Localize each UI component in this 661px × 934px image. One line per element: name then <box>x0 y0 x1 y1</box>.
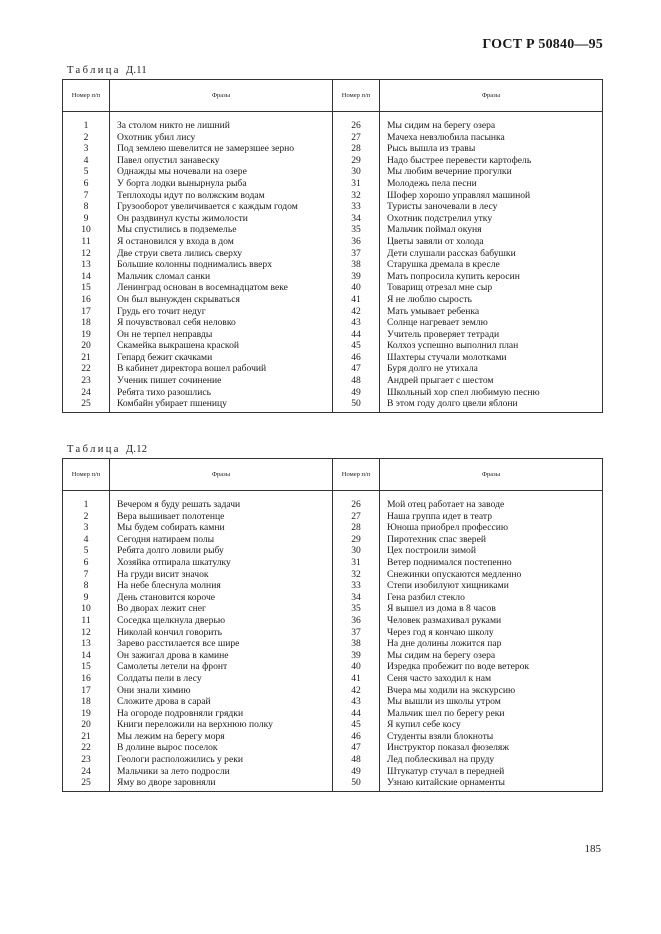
table-row <box>63 522 603 534</box>
phrase-cell: Яму во дворе заровняли <box>110 777 333 791</box>
phrase-cell: Мы любим вечерние прогулки <box>380 166 603 178</box>
phrase-cell: Гена разбил стекло <box>380 592 603 604</box>
row-number-cell: 3 <box>63 522 110 534</box>
row-number-cell: 34 <box>333 213 380 225</box>
table-caption-word: Таблица <box>67 65 121 76</box>
row-number-cell: 44 <box>333 708 380 720</box>
phrase-cell: Ленинград основан в восемнадцатом веке <box>110 282 333 294</box>
row-number-cell: 50 <box>333 398 380 412</box>
row-number-cell: 17 <box>63 685 110 697</box>
phrase-cell: День становится короче <box>110 592 333 604</box>
phrase-cell: Во дворах лежит снег <box>110 603 333 615</box>
row-number-cell: 5 <box>63 545 110 557</box>
phrase-cell: Ребята долго ловили рыбу <box>110 545 333 557</box>
row-number-cell: 31 <box>333 557 380 569</box>
row-number-cell: 6 <box>63 557 110 569</box>
row-number-cell: 15 <box>63 282 110 294</box>
table-row <box>63 545 603 557</box>
phrase-cell: Я вышел из дома в 8 часов <box>380 603 603 615</box>
spacer-cell <box>333 491 380 500</box>
phrase-cell: Сегодня натираем полы <box>110 534 333 546</box>
phrase-cell: Ученик пишет сочинение <box>110 375 333 387</box>
phrase-cell: На небе блеснула молния <box>110 580 333 592</box>
table-row <box>63 557 603 569</box>
phrase-cell: За столом никто не лишний <box>110 120 333 132</box>
phrase-cell: Рысь вышла из травы <box>380 143 603 155</box>
row-number-cell: 43 <box>333 696 380 708</box>
phrase-cell: Зарево расстилается все шире <box>110 638 333 650</box>
row-number-cell: 32 <box>333 190 380 202</box>
phrase-cell: В долине вырос поселок <box>110 742 333 754</box>
table-row <box>63 766 603 778</box>
phrase-cell: Комбайн убирает пшеницу <box>110 398 333 412</box>
table-row <box>63 166 603 178</box>
phrases-table <box>62 79 603 413</box>
row-number-cell: 27 <box>333 132 380 144</box>
table-row <box>63 259 603 271</box>
table-row <box>63 708 603 720</box>
table-caption-number: Д.11 <box>125 65 147 76</box>
phrase-cell: Мачеха невзлюбила пасынка <box>380 132 603 144</box>
phrase-cell: Сеня часто заходил к нам <box>380 673 603 685</box>
phrase-cell: Школьный хор спел любимую песню <box>380 387 603 399</box>
table-row <box>63 317 603 329</box>
column-header-number: Номер п/п <box>63 459 110 491</box>
phrase-cell: Охотник убил лису <box>110 132 333 144</box>
phrase-cell: Вчера мы ходили на экскурсию <box>380 685 603 697</box>
table-row <box>63 375 603 387</box>
phrase-cell: Мы сидим на берегу озера <box>380 120 603 132</box>
row-number-cell: 3 <box>63 143 110 155</box>
phrase-cell: Надо быстрее перевести картофель <box>380 155 603 167</box>
phrase-cell: Колхоз успешно выполнил план <box>380 340 603 352</box>
table-spacer-row <box>63 491 603 500</box>
table-row <box>63 363 603 375</box>
phrase-cell: Цех построили зимой <box>380 545 603 557</box>
phrase-cell: Штукатур стучал в передней <box>380 766 603 778</box>
phrase-cell: Мальчики за лето подросли <box>110 766 333 778</box>
table-row <box>63 777 603 791</box>
phrase-cell: Человек размахивал руками <box>380 615 603 627</box>
phrase-cell: Я не люблю сырость <box>380 294 603 306</box>
phrase-cell: Грудь его точит недуг <box>110 306 333 318</box>
phrase-cell: Учитель проверяет тетради <box>380 329 603 341</box>
phrase-cell: Гепард бежит скачками <box>110 352 333 364</box>
phrase-cell: Соседка щелкнула дверью <box>110 615 333 627</box>
table-row <box>63 592 603 604</box>
phrase-cell: Старушка дремала в кресле <box>380 259 603 271</box>
row-number-cell: 33 <box>333 201 380 213</box>
row-number-cell: 26 <box>333 499 380 511</box>
table-row <box>63 511 603 523</box>
phrases-table <box>62 458 603 792</box>
phrase-cell: Теплоходы идут по волжским водам <box>110 190 333 202</box>
phrase-cell: Мать умывает ребенка <box>380 306 603 318</box>
row-number-cell: 34 <box>333 592 380 604</box>
table-row <box>63 685 603 697</box>
row-number-cell: 41 <box>333 673 380 685</box>
phrase-cell: Большие колонны поднимались вверх <box>110 259 333 271</box>
table-row <box>63 742 603 754</box>
row-number-cell: 26 <box>333 120 380 132</box>
row-number-cell: 49 <box>333 766 380 778</box>
row-number-cell: 23 <box>63 375 110 387</box>
row-number-cell: 9 <box>63 213 110 225</box>
row-number-cell: 46 <box>333 352 380 364</box>
table-row <box>63 569 603 581</box>
column-header-phrases: Фразы <box>110 80 333 112</box>
phrase-cell: Шофер хорошо управлял машиной <box>380 190 603 202</box>
spacer-cell <box>110 112 333 121</box>
row-number-cell: 4 <box>63 534 110 546</box>
column-header-phrases: Фразы <box>380 459 603 491</box>
phrase-cell: Студенты взяли блокноты <box>380 731 603 743</box>
phrase-cell: Туристы заночевали в лесу <box>380 201 603 213</box>
table-row <box>63 387 603 399</box>
row-number-cell: 36 <box>333 615 380 627</box>
phrase-cell: Мы вышли из школы утром <box>380 696 603 708</box>
spacer-cell <box>333 112 380 121</box>
table-row <box>63 294 603 306</box>
row-number-cell: 10 <box>63 603 110 615</box>
phrase-cell: Пиротехник спас зверей <box>380 534 603 546</box>
phrase-cell: Однажды мы ночевали на озере <box>110 166 333 178</box>
column-header-number: Номер п/п <box>333 459 380 491</box>
phrase-cell: Под землею шевелится не замерзшее зерно <box>110 143 333 155</box>
spacer-cell <box>63 491 110 500</box>
phrase-cell: Товарищ отрезал мне сыр <box>380 282 603 294</box>
column-header-number: Номер п/п <box>333 80 380 112</box>
phrase-cell: Две струи света лились сверху <box>110 248 333 260</box>
row-number-cell: 47 <box>333 742 380 754</box>
row-number-cell: 35 <box>333 603 380 615</box>
row-number-cell: 30 <box>333 166 380 178</box>
row-number-cell: 43 <box>333 317 380 329</box>
table-caption <box>67 65 147 76</box>
row-number-cell: 42 <box>333 685 380 697</box>
row-number-cell: 42 <box>333 306 380 318</box>
phrase-cell: Я остановился у входа в дом <box>110 236 333 248</box>
phrase-cell: Лед поблескивал на пруду <box>380 754 603 766</box>
phrase-cell: Он не терпел неправды <box>110 329 333 341</box>
row-number-cell: 24 <box>63 766 110 778</box>
row-number-cell: 17 <box>63 306 110 318</box>
row-number-cell: 37 <box>333 627 380 639</box>
phrase-cell: В этом году долго цвели яблони <box>380 398 603 412</box>
row-number-cell: 16 <box>63 294 110 306</box>
row-number-cell: 38 <box>333 638 380 650</box>
phrase-cell: В кабинет директора вошел рабочий <box>110 363 333 375</box>
row-number-cell: 48 <box>333 375 380 387</box>
phrase-cell: Инструктор показал фюзеляж <box>380 742 603 754</box>
row-number-cell: 7 <box>63 190 110 202</box>
row-number-cell: 1 <box>63 120 110 132</box>
row-number-cell: 38 <box>333 259 380 271</box>
phrase-cell: Снежинки опускаются медленно <box>380 569 603 581</box>
phrase-cell: Молодежь пела песни <box>380 178 603 190</box>
row-number-cell: 20 <box>63 719 110 731</box>
phrase-cell: На огороде подровняли грядки <box>110 708 333 720</box>
spacer-cell <box>110 491 333 500</box>
phrase-cell: Геологи расположились у реки <box>110 754 333 766</box>
phrase-cell: Скамейка выкрашена краской <box>110 340 333 352</box>
row-number-cell: 12 <box>63 627 110 639</box>
row-number-cell: 32 <box>333 569 380 581</box>
table-row <box>63 499 603 511</box>
table-row <box>63 627 603 639</box>
table-row <box>63 329 603 341</box>
phrase-cell: Юноша приобрел профессию <box>380 522 603 534</box>
spacer-cell <box>380 112 603 121</box>
row-number-cell: 11 <box>63 615 110 627</box>
row-number-cell: 48 <box>333 754 380 766</box>
phrase-cell: Он был вынужден скрываться <box>110 294 333 306</box>
row-number-cell: 22 <box>63 363 110 375</box>
row-number-cell: 21 <box>63 731 110 743</box>
row-number-cell: 29 <box>333 534 380 546</box>
table-row <box>63 673 603 685</box>
row-number-cell: 24 <box>63 387 110 399</box>
phrase-cell: Шахтеры стучали молотками <box>380 352 603 364</box>
phrase-cell: Мы будем собирать камни <box>110 522 333 534</box>
row-number-cell: 8 <box>63 580 110 592</box>
table-row <box>63 650 603 662</box>
phrase-cell: Мы спустились в подземелье <box>110 224 333 236</box>
row-number-cell: 22 <box>63 742 110 754</box>
row-number-cell: 19 <box>63 329 110 341</box>
row-number-cell: 25 <box>63 398 110 412</box>
phrase-cell: Мальчик сломал санки <box>110 271 333 283</box>
row-number-cell: 33 <box>333 580 380 592</box>
row-number-cell: 2 <box>63 511 110 523</box>
row-number-cell: 16 <box>63 673 110 685</box>
column-header-number: Номер п/п <box>63 80 110 112</box>
table-row <box>63 731 603 743</box>
phrase-cell: Он зажигал дрова в камине <box>110 650 333 662</box>
phrase-cell: Мальчик поймал окуня <box>380 224 603 236</box>
phrase-cell: Цветы завяли от холода <box>380 236 603 248</box>
row-number-cell: 49 <box>333 387 380 399</box>
phrase-cell: Ветер поднимался постепенно <box>380 557 603 569</box>
table-row <box>63 661 603 673</box>
row-number-cell: 27 <box>333 511 380 523</box>
phrase-cell: Буря долго не утихала <box>380 363 603 375</box>
table-row <box>63 580 603 592</box>
table-header-row <box>63 80 603 112</box>
phrase-cell: Николай кончил говорить <box>110 627 333 639</box>
row-number-cell: 18 <box>63 317 110 329</box>
phrase-cell: Вера вышивает полотенце <box>110 511 333 523</box>
table-caption-number: Д.12 <box>125 444 148 455</box>
phrase-cell: Узнаю китайские орнаменты <box>380 777 603 791</box>
row-number-cell: 44 <box>333 329 380 341</box>
table-row <box>63 638 603 650</box>
table-row <box>63 120 603 132</box>
row-number-cell: 46 <box>333 731 380 743</box>
row-number-cell: 40 <box>333 661 380 673</box>
table-row <box>63 155 603 167</box>
row-number-cell: 7 <box>63 569 110 581</box>
row-number-cell: 28 <box>333 143 380 155</box>
table-row <box>63 352 603 364</box>
row-number-cell: 25 <box>63 777 110 791</box>
table-row <box>63 178 603 190</box>
table-row <box>63 201 603 213</box>
row-number-cell: 11 <box>63 236 110 248</box>
row-number-cell: 10 <box>63 224 110 236</box>
table-row <box>63 271 603 283</box>
phrase-cell: Мать попросила купить керосин <box>380 271 603 283</box>
table-row <box>63 615 603 627</box>
row-number-cell: 2 <box>63 132 110 144</box>
phrase-cell: Андрей прыгает с шестом <box>380 375 603 387</box>
table-row <box>63 132 603 144</box>
phrase-cell: Он раздвинул кусты жимолости <box>110 213 333 225</box>
row-number-cell: 15 <box>63 661 110 673</box>
phrase-cell: Книги переложили на верхнюю полку <box>110 719 333 731</box>
phrase-cell: На дне долины ложится пар <box>380 638 603 650</box>
phrase-cell: Степи изобилуют хищниками <box>380 580 603 592</box>
phrase-cell: Павел опустил занавеску <box>110 155 333 167</box>
phrase-cell: Изредка пробежит по воде ветерок <box>380 661 603 673</box>
row-number-cell: 19 <box>63 708 110 720</box>
phrase-cell: Самолеты летели на фронт <box>110 661 333 673</box>
row-number-cell: 13 <box>63 638 110 650</box>
page-number: 185 <box>584 843 601 855</box>
row-number-cell: 30 <box>333 545 380 557</box>
phrase-cell: Мой отец работает на заводе <box>380 499 603 511</box>
phrase-cell: Дети слушали рассказ бабушки <box>380 248 603 260</box>
phrase-cell: Охотник подстрелил утку <box>380 213 603 225</box>
row-number-cell: 45 <box>333 340 380 352</box>
row-number-cell: 35 <box>333 224 380 236</box>
row-number-cell: 37 <box>333 248 380 260</box>
phrase-cell: Наша группа идет в театр <box>380 511 603 523</box>
table-row <box>63 696 603 708</box>
table-row <box>63 236 603 248</box>
phrase-cell: Солнце нагревает землю <box>380 317 603 329</box>
table-row <box>63 213 603 225</box>
table-row <box>63 248 603 260</box>
row-number-cell: 45 <box>333 719 380 731</box>
row-number-cell: 39 <box>333 650 380 662</box>
table-row <box>63 282 603 294</box>
phrase-cell: Мы сидим на берегу озера <box>380 650 603 662</box>
row-number-cell: 20 <box>63 340 110 352</box>
row-number-cell: 28 <box>333 522 380 534</box>
phrase-cell: Солдаты пели в лесу <box>110 673 333 685</box>
row-number-cell: 39 <box>333 271 380 283</box>
row-number-cell: 12 <box>63 248 110 260</box>
table-row <box>63 190 603 202</box>
row-number-cell: 9 <box>63 592 110 604</box>
row-number-cell: 29 <box>333 155 380 167</box>
table-row <box>63 224 603 236</box>
phrase-cell: Вечером я буду решать задачи <box>110 499 333 511</box>
row-number-cell: 41 <box>333 294 380 306</box>
phrase-cell: Сложите дрова в сарай <box>110 696 333 708</box>
phrase-cell: У борта лодки вынырнула рыба <box>110 178 333 190</box>
row-number-cell: 4 <box>63 155 110 167</box>
table-header-row <box>63 459 603 491</box>
spacer-cell <box>380 491 603 500</box>
phrase-cell: Хозяйка отпирала шкатулку <box>110 557 333 569</box>
phrase-cell: Я почувствовал себя неловко <box>110 317 333 329</box>
phrase-cell: Грузооборот увеличивается с каждым годом <box>110 201 333 213</box>
row-number-cell: 14 <box>63 271 110 283</box>
table-caption-word: Таблица <box>67 444 121 455</box>
phrase-cell: Я купил себе косу <box>380 719 603 731</box>
table-row <box>63 143 603 155</box>
row-number-cell: 18 <box>63 696 110 708</box>
table-row <box>63 340 603 352</box>
document-header-standard: ГОСТ Р 50840—95 <box>482 37 603 52</box>
phrase-cell: Через год я кончаю школу <box>380 627 603 639</box>
phrase-cell: Ребята тихо разошлись <box>110 387 333 399</box>
row-number-cell: 31 <box>333 178 380 190</box>
phrase-cell: Мы лежим на берегу моря <box>110 731 333 743</box>
table-row <box>63 754 603 766</box>
column-header-phrases: Фразы <box>110 459 333 491</box>
row-number-cell: 23 <box>63 754 110 766</box>
table-row <box>63 534 603 546</box>
row-number-cell: 40 <box>333 282 380 294</box>
row-number-cell: 1 <box>63 499 110 511</box>
column-header-phrases: Фразы <box>380 80 603 112</box>
row-number-cell: 5 <box>63 166 110 178</box>
table-row <box>63 719 603 731</box>
row-number-cell: 8 <box>63 201 110 213</box>
table-caption <box>67 444 147 455</box>
row-number-cell: 50 <box>333 777 380 791</box>
spacer-cell <box>63 112 110 121</box>
phrase-cell: Мальчик шел по берегу реки <box>380 708 603 720</box>
row-number-cell: 14 <box>63 650 110 662</box>
row-number-cell: 36 <box>333 236 380 248</box>
row-number-cell: 21 <box>63 352 110 364</box>
row-number-cell: 47 <box>333 363 380 375</box>
table-row <box>63 306 603 318</box>
row-number-cell: 13 <box>63 259 110 271</box>
table-spacer-row <box>63 112 603 121</box>
table-row <box>63 603 603 615</box>
phrase-cell: Они знали химию <box>110 685 333 697</box>
row-number-cell: 6 <box>63 178 110 190</box>
phrase-cell: На груди висит значок <box>110 569 333 581</box>
table-row <box>63 398 603 412</box>
